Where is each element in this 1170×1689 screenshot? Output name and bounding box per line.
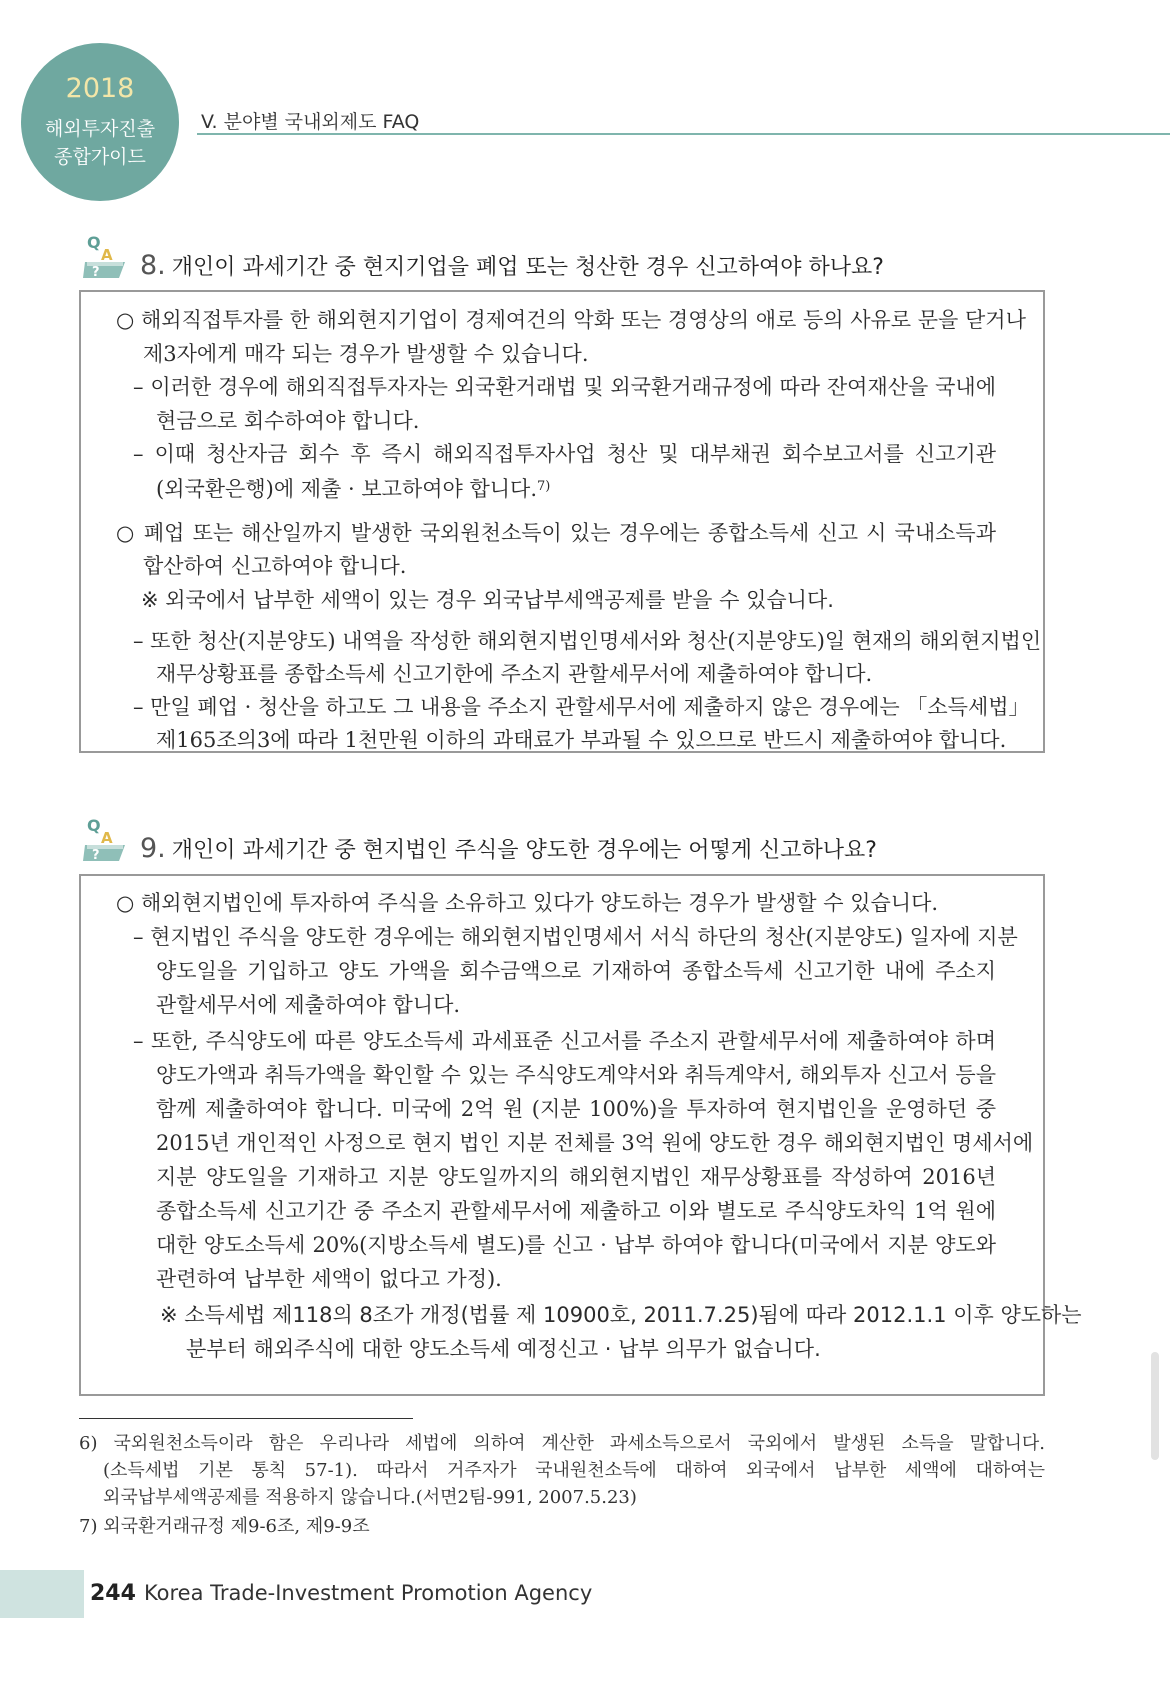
footnote-6-cont: (소득세법 기본 통칙 57-1). 따라서 거주자가 국내원천소득에 대하여 외국에서 납부한 세액에 대하여는 — [103, 1460, 1045, 1481]
answer-9-note: ※ 소득세법 제118의 8조가 개정(법률 제 10900호, 2011.7.25)됨에 따라 2012.1.1 이후 양도하는 — [160, 1303, 1082, 1327]
badge-line1: 해외투자진출 — [44, 118, 156, 140]
answer-8-note: ※ 외국에서 납부한 세액이 있는 경우 외국납부세액공제를 받을 수 있습니다. — [141, 588, 834, 612]
answer-8-line: 현금으로 회수하여야 합니다. — [156, 409, 420, 433]
footnote-divider — [79, 1418, 413, 1419]
footnote-6: 6) 국외원천소득이라 함은 우리나라 세법에 의하여 계산한 과세소득으로서 국외에서 발생된 소득을 말합니다. — [79, 1433, 1045, 1454]
answer-9-line: 양도일을 기입하고 양도 가액을 회수금액으로 기재하여 종합소득세 신고기한 내에 주소지 — [156, 959, 996, 983]
footnote-7: 7) 외국환거래규정 제9-6조, 제9-9조 — [79, 1516, 370, 1537]
footnote-6-cont: 외국납부세액공제를 적용하지 않습니다.(서면2팀-991, 2007.5.23) — [103, 1487, 637, 1508]
page-number: 244 — [90, 1581, 136, 1606]
question-8-number: 8. — [140, 250, 166, 281]
agency-name: Korea Trade-Investment Promotion Agency — [143, 1581, 593, 1605]
svg-text:Q: Q — [87, 233, 101, 252]
answer-9-line: 관할세무서에 제출하여야 합니다. — [156, 993, 461, 1017]
answer-8-line: 제165조의3에 따라 1천만원 이하의 과태료가 부과될 수 있으므로 반드시 제출하여야 합니다. — [156, 728, 1007, 752]
answer-9-box — [79, 874, 1082, 1396]
footer-band — [0, 1570, 84, 1618]
footnote-ref-7: 7) — [537, 479, 551, 494]
answer-9-line: – 현지법인 주식을 양도한 경우에는 해외현지법인명세서 서식 하단의 청산(지분양도) 일자에 지분 — [133, 925, 1018, 949]
question-8-title — [140, 250, 884, 281]
svg-text:A: A — [101, 829, 113, 847]
svg-text:?: ? — [92, 848, 100, 863]
answer-8-box — [79, 290, 1045, 753]
answer-8-line — [156, 470, 550, 506]
qa-icon — [79, 813, 131, 863]
guide-badge — [21, 43, 179, 201]
answer-8-line-text: (외국환은행)에 제출 · 보고하여야 합니다. — [156, 477, 538, 501]
svg-text:?: ? — [92, 265, 100, 280]
answer-8-line: ○ 폐업 또는 해산일까지 발생한 국외원천소득이 있는 경우에는 종합소득세 신고 시 국내소득과 — [116, 521, 996, 545]
answer-8-line: – 또한 청산(지분양도) 내역을 작성한 해외현지법인명세서와 청산(지분양도)일 현재의 해외현지법인 — [133, 629, 1042, 653]
badge-line2: 종합가이드 — [54, 146, 146, 168]
section-title: V. 분야별 국내외제도 FAQ — [201, 111, 420, 133]
header-divider — [197, 133, 1170, 135]
page-footer — [90, 1581, 592, 1606]
answer-8-line: 제3자에게 매각 되는 경우가 발생할 수 있습니다. — [143, 342, 589, 366]
answer-8-line: – 이러한 경우에 해외직접투자자는 외국환거래법 및 외국환거래규정에 따라 잔여재산을 국내에 — [133, 375, 996, 399]
answer-9-line: 종합소득세 신고기간 중 주소지 관할세무서에 제출하고 이와 별도로 주식양도차익 1억 원에 — [156, 1199, 996, 1223]
answer-8-line: 재무상황표를 종합소득세 신고기한에 주소지 관할세무서에 제출하여야 합니다. — [156, 662, 873, 686]
question-9-title — [140, 833, 877, 864]
question-9-number: 9. — [140, 833, 166, 864]
answer-9-line: 2015년 개인적인 사정으로 현지 법인 지분 전체를 3억 원에 양도한 경우 해외현지법인 명세서에 — [156, 1131, 1034, 1155]
answer-9-line: 함께 제출하여야 합니다. 미국에 2억 원 (지분 100%)을 투자하여 현지법인을 운영하던 중 — [156, 1097, 996, 1121]
side-tab — [1151, 1352, 1159, 1460]
answer-8-line: – 이때 청산자금 회수 후 즉시 해외직접투자사업 청산 및 대부채권 회수보고서를 신고기관 — [133, 442, 996, 466]
question-8-text: 개인이 과세기간 중 현지기업을 폐업 또는 청산한 경우 신고하여야 하나요? — [171, 255, 884, 280]
question-9-text: 개인이 과세기간 중 현지법인 주식을 양도한 경우에는 어떻게 신고하나요? — [171, 838, 877, 863]
answer-9-note: 분부터 해외주식에 대한 양도소득세 예정신고 · 납부 의무가 없습니다. — [186, 1337, 821, 1361]
answer-9-line: 지분 양도일을 기재하고 지분 양도일까지의 해외현지법인 재무상황표를 작성하여 2016년 — [156, 1165, 996, 1189]
qa-icon — [79, 230, 131, 280]
svg-text:A: A — [101, 246, 113, 264]
badge-year: 2018 — [65, 73, 135, 104]
svg-text:Q: Q — [87, 816, 101, 835]
answer-8-line: ○ 해외직접투자를 한 해외현지기업이 경제여건의 악화 또는 경영상의 애로 등의 사유로 문을 닫거나 — [116, 308, 1026, 332]
answer-9-line: 양도가액과 취득가액을 확인할 수 있는 주식양도계약서와 취득계약서, 해외투자 신고서 등을 — [156, 1063, 996, 1087]
answer-9-line: 대한 양도소득세 20%(지방소득세 별도)를 신고 · 납부 하여야 합니다(미국에서 지분 양도와 — [156, 1233, 996, 1257]
answer-8-line: 합산하여 신고하여야 합니다. — [143, 554, 407, 578]
answer-9-line: 관련하여 납부한 세액이 없다고 가정). — [156, 1267, 502, 1291]
answer-9-line: – 또한, 주식양도에 따른 양도소득세 과세표준 신고서를 주소지 관할세무서에 제출하여야 하며 — [133, 1029, 996, 1053]
answer-9-line: ○ 해외현지법인에 투자하여 주식을 소유하고 있다가 양도하는 경우가 발생할 수 있습니다. — [116, 891, 939, 915]
answer-8-line: – 만일 폐업 · 청산을 하고도 그 내용을 주소지 관할세무서에 제출하지 않은 경우에는 「소득세법」 — [133, 695, 1030, 719]
